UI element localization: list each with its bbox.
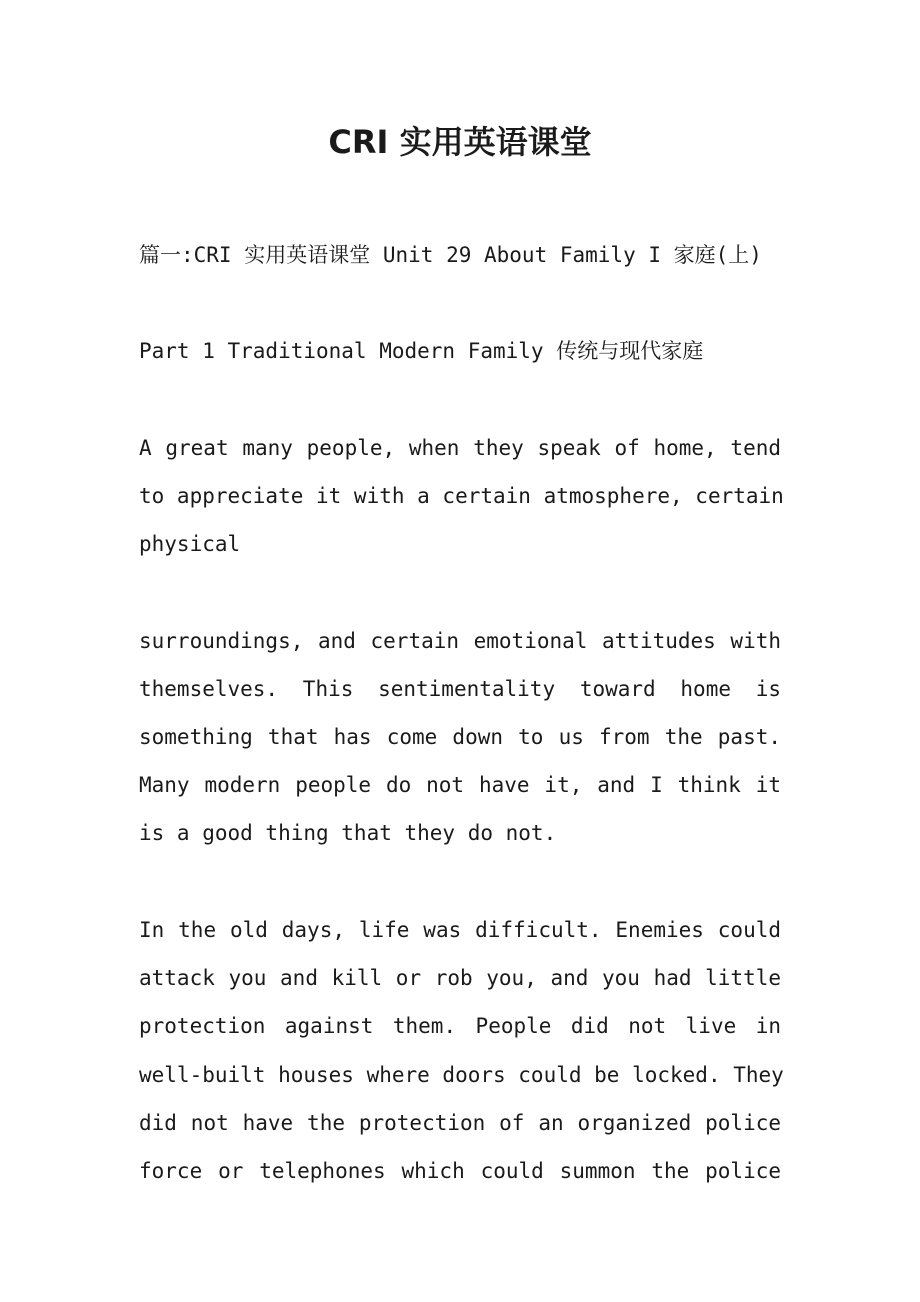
document-title: CRI 实用英语课堂 xyxy=(328,123,592,161)
paragraph-line: themselves. This sentimentality toward home is xyxy=(139,677,781,701)
paragraph-line: force or telephones which could summon the police xyxy=(139,1159,781,1183)
paragraph-line: In the old days, life was difficult. Enemies could xyxy=(139,918,781,942)
section-heading: 篇一:CRI 实用英语课堂 Unit 29 About Family I 家庭(上) xyxy=(139,243,762,267)
paragraph-line: did not have the protection of an organized police xyxy=(139,1111,781,1135)
paragraph-line: something that has come down to us from the past. xyxy=(139,725,781,749)
paragraph-line: Many modern people do not have it, and I think it xyxy=(139,773,781,797)
paragraph-line: physical xyxy=(139,532,241,556)
part-heading: Part 1 Traditional Modern Family 传统与现代家庭 xyxy=(139,339,704,363)
paragraph-line: to appreciate it with a certain atmosphere, certain xyxy=(139,484,784,508)
paragraph-line: well-built houses where doors could be locked. They xyxy=(139,1063,784,1087)
paragraph-line: attack you and kill or rob you, and you had little xyxy=(139,966,781,990)
paragraph-line: is a good thing that they do not. xyxy=(139,821,557,845)
paragraph-line: protection against them. People did not live in xyxy=(139,1014,781,1038)
paragraph-line: A great many people, when they speak of home, tend xyxy=(139,436,781,460)
paragraph-line: surroundings, and certain emotional attitudes with xyxy=(139,629,781,653)
